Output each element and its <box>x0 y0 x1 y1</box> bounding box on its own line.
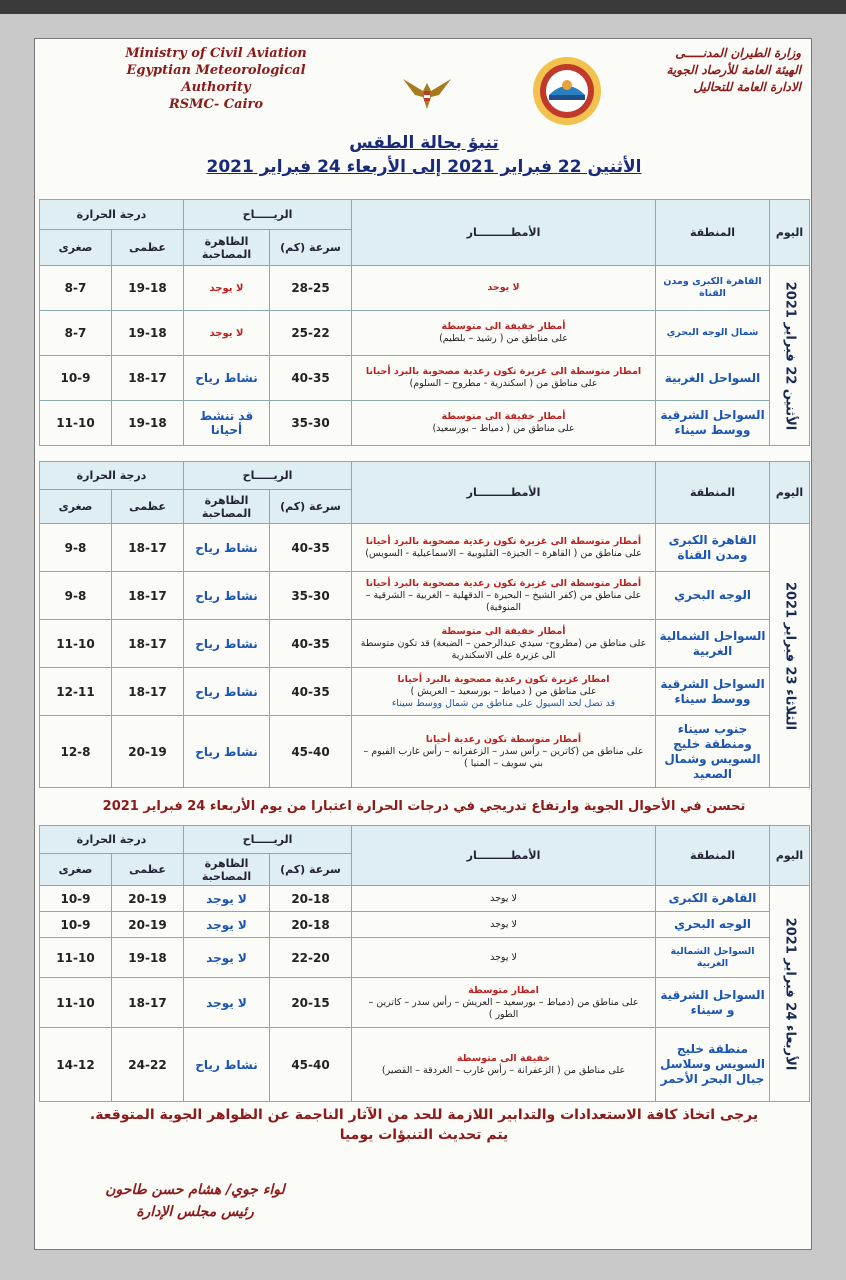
day-label-cell <box>770 266 810 446</box>
rain-summary: خفيفة الى متوسطة <box>456 1052 551 1064</box>
day-label-cell <box>770 524 810 788</box>
day-label: الأثنين 22 فبراير 2021 <box>782 281 798 430</box>
region-cell: السواحل الشرقية و سيناء <box>656 978 770 1028</box>
wind-phenomenon-cell: نشاط رياح <box>184 524 270 572</box>
forecast-table-day2 <box>39 461 810 788</box>
region-cell: منطقة خليج السويس وسلاسل جبال البحر الأحمر <box>656 1028 770 1102</box>
temp-max-cell: 20-19 <box>112 912 184 938</box>
region-cell: السواحل الشمالية الغربية <box>656 938 770 978</box>
table-row <box>40 401 810 446</box>
rain-summary: أمطار خفيفة الى متوسطة <box>441 411 566 422</box>
wind-phenomenon-cell: نشاط رياح <box>184 1028 270 1102</box>
col-region: المنطقة <box>656 826 770 886</box>
col-temp-min: صغرى <box>40 854 112 886</box>
rain-cell <box>352 978 656 1028</box>
region-cell: الوجه البحري <box>656 572 770 620</box>
wind-speed-cell: 35-30 <box>270 572 352 620</box>
rain-summary: امطار متوسطة الى غزيرة تكون رعدية مصحوبة بالبرد أحيانا <box>365 366 642 377</box>
rain-cell <box>352 668 656 716</box>
wind-speed-cell: 20-15 <box>270 978 352 1028</box>
header-english <box>91 45 341 113</box>
table-row <box>40 912 810 938</box>
col-temp-max: عظمى <box>112 230 184 266</box>
rain-summary: أمطار خفيفة الى متوسطة <box>441 321 566 332</box>
temp-max-cell: 18-17 <box>112 668 184 716</box>
wind-speed-cell: 40-35 <box>270 668 352 716</box>
table-row <box>40 524 810 572</box>
col-wind-speed: سرعة (كم) <box>270 490 352 524</box>
rain-detail: على مناطق من (كاترين – رأس سدر – الزعفرانه – رأس غارب الفيوم – بني سويف – المنيا ) <box>363 745 644 769</box>
region-cell: جنوب سيناء ومنطقة خليج السويس وشمال الصعيد <box>656 716 770 788</box>
col-temp: درجة الحرارة <box>40 200 184 230</box>
col-wind-phenomenon: الظاهرة المصاحبة <box>184 854 270 886</box>
table-row <box>40 266 810 311</box>
rain-cell <box>352 938 656 978</box>
temp-max-cell: 18-17 <box>112 572 184 620</box>
col-region: المنطقة <box>656 200 770 266</box>
rain-detail: لا يوجد <box>490 951 517 963</box>
header-en-line: RSMC- Cairo <box>168 97 264 112</box>
rain-detail: على مناطق من ( الزعفرانة – رأس غارب – الغردقة – القصير) <box>381 1064 626 1076</box>
region-cell: السواحل الشرقية ووسط سيناء <box>656 401 770 446</box>
wind-phenomenon-cell: لا يوجد <box>184 978 270 1028</box>
temp-min-cell: 9-8 <box>40 572 112 620</box>
temp-min-cell: 10-9 <box>40 886 112 912</box>
temp-max-cell: 20-19 <box>112 886 184 912</box>
rain-detail: على مناطق من ( اسكندرية - مطروح – السلوم) <box>409 378 598 389</box>
wind-speed-cell: 40-35 <box>270 524 352 572</box>
temp-max-cell: 18-17 <box>112 524 184 572</box>
header-ar-line: وزارة الطيران المدنـــــى <box>675 46 801 60</box>
temp-min-cell: 10-9 <box>40 356 112 401</box>
day-label: الأربعاء 24 فبراير 2021 <box>782 917 798 1070</box>
col-wind: الريـــــاح <box>184 462 352 490</box>
wind-speed-cell: 28-25 <box>270 266 352 311</box>
footer-line-2: يتم تحديث التنبؤات يوميا <box>339 1127 509 1143</box>
temp-max-cell: 18-17 <box>112 356 184 401</box>
temp-max-cell: 18-17 <box>112 978 184 1028</box>
rain-summary: أمطار خفيفة الى متوسطة <box>441 625 566 637</box>
rain-detail: على مناطق من (كفر الشيخ – البحيرة – الدقهلية – الغربية – الشرقية – المنوفية) <box>365 589 642 613</box>
day-label: الثلاثاء 23 فبراير 2021 <box>782 581 798 730</box>
wind-phenomenon-cell: قد تنشط أحيانا <box>184 401 270 446</box>
temp-max-cell: 20-19 <box>112 716 184 788</box>
col-wind-phenomenon: الظاهرة المصاحبة <box>184 490 270 524</box>
rain-note: قد تصل لحد السيول على مناطق من شمال ووسط سيناء <box>391 697 616 709</box>
rain-cell <box>352 311 656 356</box>
rain-summary: أمطار متوسطة تكون رعدية أحيانا <box>425 733 582 745</box>
rain-detail: على مناطق من ( دمياط – بورسعيد – العريش ) <box>410 685 597 697</box>
col-day: اليوم <box>770 200 810 266</box>
rain-cell <box>352 401 656 446</box>
col-temp-min: صغرى <box>40 490 112 524</box>
region-cell: السواحل الشمالية الغربية <box>656 620 770 668</box>
temp-min-cell: 12-11 <box>40 668 112 716</box>
wind-phenomenon-cell: لا يوجد <box>184 912 270 938</box>
rain-summary: لا يوجد <box>487 282 520 293</box>
wind-phenomenon-cell: لا يوجد <box>184 938 270 978</box>
header-en-line: Ministry of Civil Aviation <box>125 46 307 61</box>
region-cell: الوجه البحري <box>656 912 770 938</box>
temp-min-cell: 9-8 <box>40 524 112 572</box>
temp-min-cell: 14-12 <box>40 1028 112 1102</box>
signature-role: رئيس مجلس الإدارة <box>136 1204 254 1220</box>
table-row <box>40 978 810 1028</box>
col-day: اليوم <box>770 462 810 524</box>
footer-instruction <box>35 1105 813 1145</box>
rain-summary: امطار متوسطة <box>468 984 539 996</box>
forecast-table-day3 <box>39 825 810 1102</box>
col-temp: درجة الحرارة <box>40 462 184 490</box>
wind-speed-cell: 22-20 <box>270 938 352 978</box>
table-row <box>40 311 810 356</box>
rain-cell <box>352 572 656 620</box>
col-temp-max: عظمى <box>112 854 184 886</box>
col-rain: الأمطـــــــــار <box>352 826 656 886</box>
rain-summary: أمطار متوسطة الى غزيرة تكون رعدية مصحوبة بالبرد أحيانا <box>365 577 642 589</box>
rain-summary: أمطار متوسطة الى غزيرة تكون رعدية مصحوبة بالبرد أحيانا <box>365 535 642 547</box>
wind-phenomenon-cell: نشاط رياح <box>184 572 270 620</box>
temp-max-cell: 19-18 <box>112 938 184 978</box>
region-cell: القاهرة الكبرى ومدن القناة <box>656 266 770 311</box>
temp-min-cell: 11-10 <box>40 401 112 446</box>
col-day: اليوم <box>770 826 810 886</box>
temp-min-cell: 11-10 <box>40 938 112 978</box>
day-label-cell <box>770 886 810 1102</box>
header-ar-line: الهيئة العامة للأرصاد الجوية <box>666 63 801 77</box>
wind-speed-cell: 40-35 <box>270 620 352 668</box>
region-cell: القاهرة الكبرى ومدن القناة <box>656 524 770 572</box>
region-cell: القاهرة الكبرى <box>656 886 770 912</box>
col-wind-speed: سرعة (كم) <box>270 854 352 886</box>
footer-line-1: يرجى اتخاذ كافة الاستعدادات والتدابير اللازمة للحد من الآثار الناجمة عن الظواهر الجوية المتوقعة. <box>89 1107 759 1123</box>
temp-min-cell: 8-7 <box>40 311 112 356</box>
forecast-table-day1 <box>39 199 810 446</box>
header-ar-line: الادارة العامة للتحاليل <box>693 80 801 94</box>
region-cell: شمال الوجه البحري <box>656 311 770 356</box>
rain-cell <box>352 716 656 788</box>
temp-max-cell: 18-17 <box>112 620 184 668</box>
status-bar <box>0 0 846 14</box>
rain-detail: على مناطق من (مطروح- سيدي عبدالرحمن – الضبعة) قد تكون متوسطة الى غزيرة على الاسكندرية <box>360 637 647 661</box>
wind-phenomenon-cell: نشاط رياح <box>184 716 270 788</box>
temp-max-cell: 19-18 <box>112 401 184 446</box>
rain-detail: لا يوجد <box>490 892 517 904</box>
table-row <box>40 938 810 978</box>
col-rain: الأمطـــــــــار <box>352 200 656 266</box>
table-row <box>40 886 810 912</box>
wind-speed-cell: 20-18 <box>270 886 352 912</box>
temp-max-cell: 19-18 <box>112 266 184 311</box>
header-arabic <box>561 45 801 96</box>
wind-speed-cell: 45-40 <box>270 716 352 788</box>
rain-detail: على مناطق من ( دمياط – بورسعيد) <box>432 423 575 434</box>
table-row <box>40 1028 810 1102</box>
wind-phenomenon-cell: لا يوجد <box>184 311 270 356</box>
col-region: المنطقة <box>656 462 770 524</box>
rain-cell <box>352 1028 656 1102</box>
col-temp: درجة الحرارة <box>40 826 184 854</box>
table-row <box>40 572 810 620</box>
region-cell: السواحل الغربية <box>656 356 770 401</box>
temp-min-cell: 10-9 <box>40 912 112 938</box>
wind-speed-cell: 45-40 <box>270 1028 352 1102</box>
header-en-line: Egyptian Meteorological Authority <box>126 63 306 95</box>
wind-speed-cell: 40-35 <box>270 356 352 401</box>
rain-cell <box>352 620 656 668</box>
rain-detail: على مناطق من (دمياط – بورسعيد – العريش – رأس سدر – كاترين – الطور ) <box>368 996 639 1020</box>
table-row <box>40 620 810 668</box>
rain-cell <box>352 356 656 401</box>
rain-cell <box>352 912 656 938</box>
temp-max-cell: 24-22 <box>112 1028 184 1102</box>
wind-phenomenon-cell: نشاط رياح <box>184 620 270 668</box>
rain-summary: امطار غزيرة تكون رعدية مصحوبة بالبرد أحيانا <box>397 673 610 685</box>
region-cell: السواحل الشرقية ووسط سيناء <box>656 668 770 716</box>
page-title: تنبؤ بحالة الطقس <box>349 133 499 153</box>
temp-min-cell: 12-8 <box>40 716 112 788</box>
forecast-document <box>34 38 812 1250</box>
temp-min-cell: 11-10 <box>40 620 112 668</box>
temp-min-cell: 11-10 <box>40 978 112 1028</box>
wind-speed-cell: 35-30 <box>270 401 352 446</box>
temp-max-cell: 19-18 <box>112 311 184 356</box>
date-range-subtitle: الأثنين 22 فبراير 2021 إلى الأربعاء 24 فبراير 2021 <box>206 157 642 177</box>
table-row <box>40 356 810 401</box>
table-row <box>40 668 810 716</box>
eagle-emblem-icon <box>399 69 455 117</box>
rain-cell <box>352 524 656 572</box>
wind-phenomenon-cell: نشاط رياح <box>184 668 270 716</box>
col-wind: الريـــــاح <box>184 826 352 854</box>
col-rain: الأمطـــــــــار <box>352 462 656 524</box>
signature-block <box>85 1179 305 1223</box>
wind-speed-cell: 25-22 <box>270 311 352 356</box>
table-row <box>40 716 810 788</box>
wind-phenomenon-cell: نشاط رياح <box>184 356 270 401</box>
rain-detail: لا يوجد <box>490 918 517 930</box>
rain-detail: على مناطق من ( القاهرة – الجيزة– القليوبية – الاسماعيلية - السويس) <box>365 547 642 559</box>
col-wind-speed: سرعة (كم) <box>270 230 352 266</box>
rain-cell <box>352 266 656 311</box>
wind-speed-cell: 20-18 <box>270 912 352 938</box>
improvement-note: تحسن في الأحوال الجوية وارتفاع تدريجي في درجات الحرارة اعتبارا من يوم الأربعاء 24 فبراير 2021 <box>102 799 746 814</box>
signature-name: لواء جوي/ هشام حسن طاحون <box>105 1182 285 1198</box>
col-temp-max: عظمى <box>112 490 184 524</box>
wind-phenomenon-cell: لا يوجد <box>184 266 270 311</box>
col-temp-min: صغرى <box>40 230 112 266</box>
rain-detail: على مناطق من ( رشيد – بلطيم) <box>439 333 568 344</box>
rain-cell <box>352 886 656 912</box>
wind-phenomenon-cell: لا يوجد <box>184 886 270 912</box>
temp-min-cell: 8-7 <box>40 266 112 311</box>
col-wind: الريـــــاح <box>184 200 352 230</box>
col-wind-phenomenon: الظاهرة المصاحبة <box>184 230 270 266</box>
